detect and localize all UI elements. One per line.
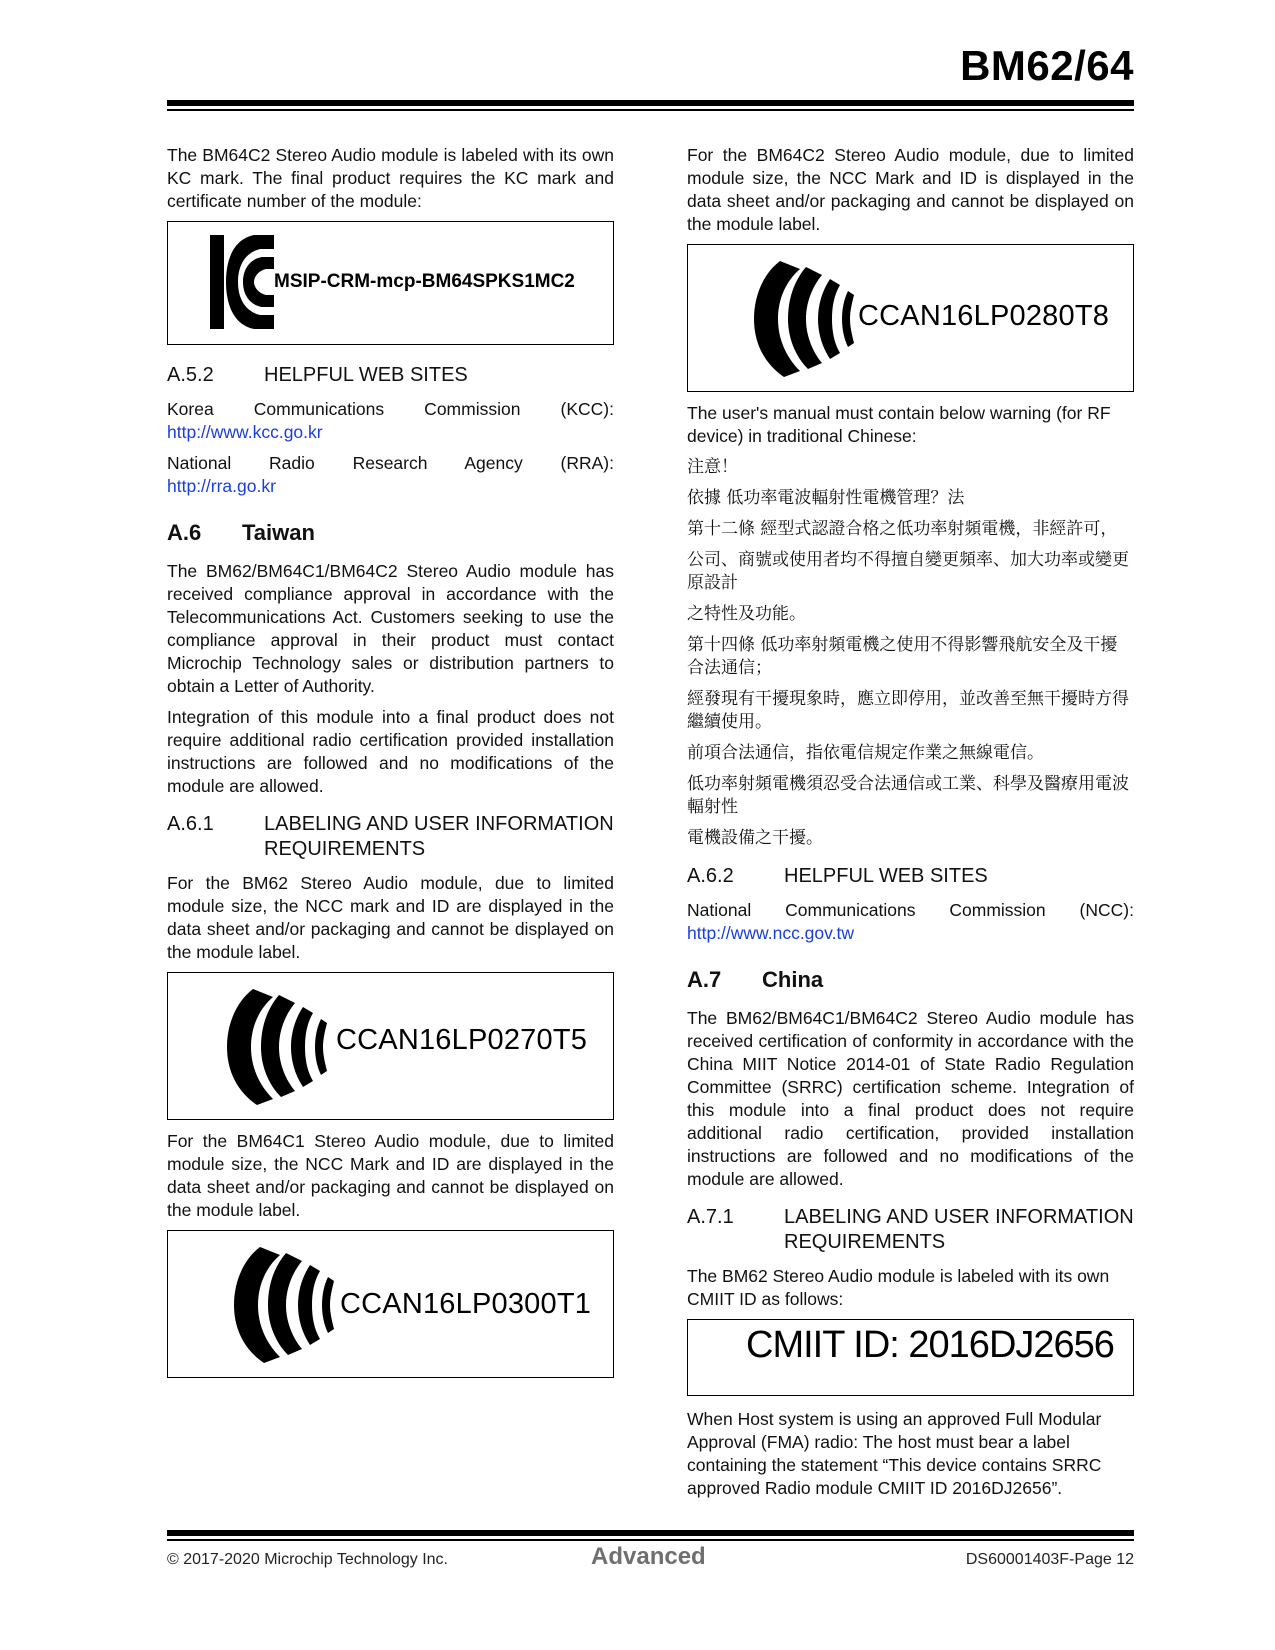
header-rule <box>167 100 1134 106</box>
section-title: HELPFUL WEB SITES <box>784 865 988 887</box>
cjk-line: 公司、商號或使用者均不得擅自變更頻率、加大功率或變更原設計 <box>687 550 1129 593</box>
section-title: Taiwan <box>242 520 315 545</box>
right-column <box>687 144 1134 1508</box>
section-a52-heading <box>167 363 614 388</box>
a6-paragraph-1: The BM62/BM64C1/BM64C2 Stereo Audio module has received compliance approval in accordance with the Telecommunications Act. Customers seeking to use the compliance approval in their product must contact Microchip Technology sales or distribution partners to obtain a Letter of Authority. <box>167 561 614 696</box>
cjk-line: 第十二條 經型式認證合格之低功率射頻電機，非經許可， <box>687 519 1118 539</box>
footer-rule <box>167 1530 1134 1536</box>
section-title: LABELING AND USER INFORMATION REQUIREMENTS <box>264 813 614 860</box>
ncc-logo-icon <box>230 1239 342 1369</box>
a7-paragraph: The BM62/BM64C1/BM64C2 Stereo Audio module has received certification of conformity in accordance with the China MIIT Notice 2014-01 of State Radio Regulation Committee (SRRC) certification scheme. Integration of this module into a final product does not require additional radio certification, provided installation instructions are followed and no modifications of the module are allowed. <box>687 1008 1134 1189</box>
footer-page-number: DS60001403F-Page 12 <box>965 1551 1134 1568</box>
ncc-logo-icon <box>223 981 335 1111</box>
footer-status: Advanced <box>591 1543 706 1570</box>
a6-paragraph-2: Integration of this module into a final product does not require additional radio certification provided installation instructions are followed and no modifications of the module are allowed. <box>167 707 614 796</box>
cjk-line: 前項合法通信，指依電信規定作業之無線電信。 <box>687 743 1044 763</box>
ncc-mark-figure-bm64c2 <box>687 244 1134 392</box>
section-a7-heading <box>687 967 1134 993</box>
fma-paragraph: When Host system is using an approved Full Modular Approval (FMA) radio: The host must bear a label containing the statement “This device contains SRRC approved Radio module CMIIT ID 2016DJ2656”. <box>687 1409 1102 1498</box>
kc-intro: The BM64C2 Stereo Audio module is labeled with its own KC mark. The final product requires the KC mark and certificate number of the module: <box>167 145 614 211</box>
footer-copyright: © 2017-2020 Microchip Technology Inc. <box>167 1551 448 1568</box>
cmiit-id: CMIIT ID: 2016DJ2656 <box>746 1324 1114 1366</box>
section-number: A.6.1 <box>167 813 214 835</box>
warning-intro: The user's manual must contain below warning (for RF device) in traditional Chinese: <box>687 403 1111 446</box>
cmiit-label-figure <box>687 1319 1134 1396</box>
ncc-id: CCAN16LP0300T1 <box>340 1288 592 1320</box>
section-number: A.7 <box>687 967 722 992</box>
rra-link[interactable]: http://rra.go.kr <box>167 476 276 496</box>
cjk-line: 注意！ <box>687 457 738 477</box>
ncc-id: CCAN16LP0270T5 <box>336 1024 588 1056</box>
ncc-id: CCAN16LP0280T8 <box>858 300 1110 332</box>
section-number: A.7.1 <box>687 1206 734 1228</box>
section-a6-heading <box>167 520 614 546</box>
section-number: A.6.2 <box>687 865 734 887</box>
section-a62-heading <box>687 864 1134 889</box>
ncc-link[interactable]: http://www.ncc.gov.tw <box>687 923 854 943</box>
cjk-line: 之特性及功能。 <box>687 604 806 624</box>
section-title: LABELING AND USER INFORMATION REQUIREMENTS <box>784 1206 1134 1253</box>
cmiit-intro: The BM62 Stereo Audio module is labeled with its own CMIIT ID as follows: <box>687 1266 1110 1309</box>
cjk-line: 電機設備之干擾。 <box>687 828 823 848</box>
kc-mark-figure <box>167 221 614 345</box>
cjk-line: 低功率射頻電機須忍受合法通信或工業、科學及醫療用電波輻射性 <box>687 774 1129 817</box>
cjk-line: 第十四條 低功率射頻電機之使用不得影響飛航安全及干擾合法通信； <box>687 635 1118 678</box>
section-a61-heading <box>167 812 614 862</box>
ncc-mark-figure-bm62 <box>167 972 614 1120</box>
rra-label: National Radio Research Agency (RRA): <box>167 453 614 473</box>
page-title: BM62/64 <box>960 42 1134 89</box>
kcc-link[interactable]: http://www.kcc.go.kr <box>167 422 323 442</box>
section-number: A.6 <box>167 520 202 545</box>
section-title: China <box>762 967 824 992</box>
ncc-logo-icon <box>750 253 862 383</box>
ncc-mark-figure-bm64c1 <box>167 1230 614 1378</box>
section-number: A.5.2 <box>167 364 214 386</box>
section-a71-heading <box>687 1205 1134 1255</box>
cjk-line: 依據 低功率電波輻射性電機管理？法 <box>687 488 965 508</box>
kcc-label: Korea Communications Commission (KCC): <box>167 399 614 419</box>
kc-certificate-number: MSIP-CRM-mcp-BM64SPKS1MC2 <box>274 271 575 292</box>
header-rule-thin <box>167 109 1134 111</box>
left-column <box>167 144 614 1388</box>
bm62-ncc-paragraph: For the BM62 Stereo Audio module, due to limited module size, the NCC mark and ID are displayed in the data sheet and/or packaging and cannot be displayed on the module label. <box>167 873 614 962</box>
bm64c1-ncc-paragraph: For the BM64C1 Stereo Audio module, due to limited module size, the NCC Mark and ID are displayed in the data sheet and/or packaging and cannot be displayed on the module label. <box>167 1131 614 1220</box>
kcc-link-line <box>167 421 614 444</box>
rra-link-line <box>167 475 614 498</box>
footer-rule-thin <box>167 1539 1134 1541</box>
cjk-line: 經發現有干擾現象時，應立即停用，並改善至無干擾時方得繼續使用。 <box>687 689 1129 732</box>
section-title: HELPFUL WEB SITES <box>264 364 468 386</box>
ncc-link-line <box>687 922 1134 945</box>
ncc-label: National Communications Commission (NCC): <box>687 900 1134 920</box>
kc-logo-icon <box>210 235 274 329</box>
bm64c2-ncc-paragraph: For the BM64C2 Stereo Audio module, due to limited module size, the NCC Mark and ID is displayed in the data sheet and/or packaging and cannot be displayed on the module label. <box>687 145 1134 234</box>
